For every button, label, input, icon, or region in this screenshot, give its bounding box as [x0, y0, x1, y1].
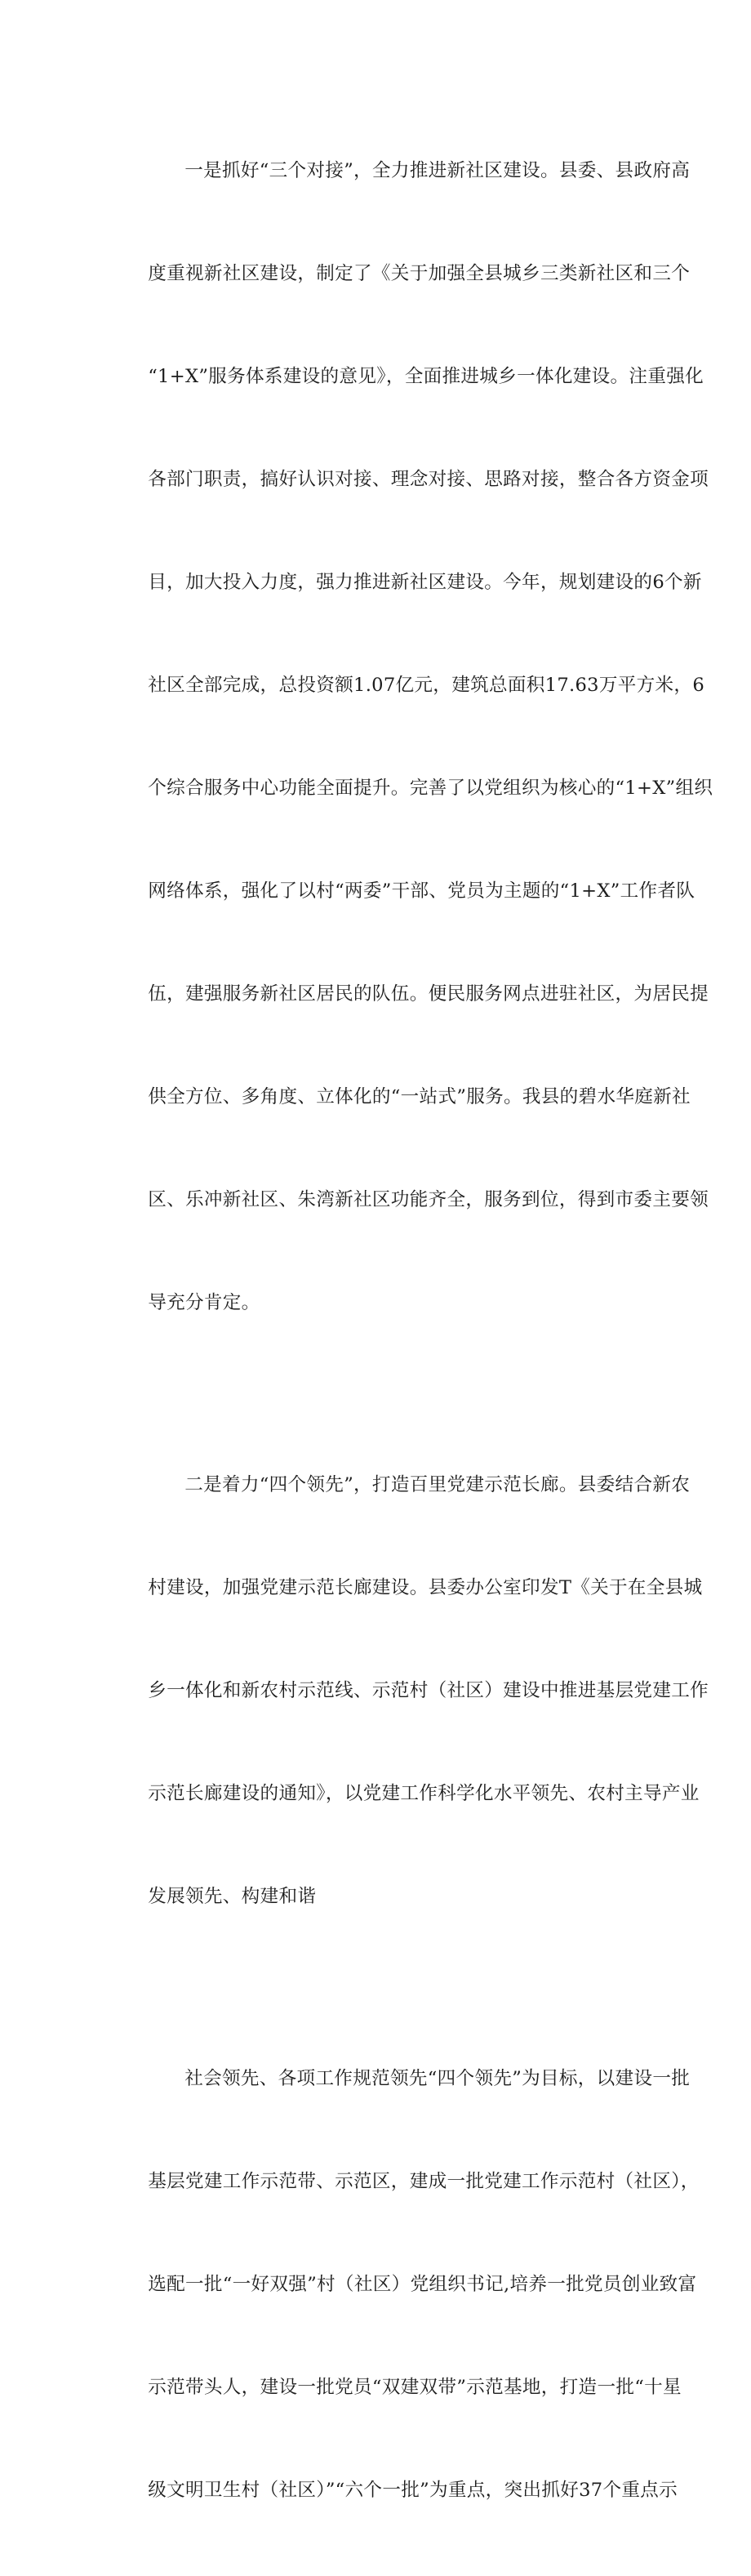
text-line: 度重视新社区建设，制定了《关于加强全县城乡三类新社区和三个	[148, 263, 691, 284]
paragraph-four-leading-goals	[111, 1993, 700, 2576]
text-line: 社区全部完成，总投资额1.07亿元，建筑总面积17.63万平方米，6	[148, 675, 704, 696]
paragraph-gap	[111, 1982, 643, 1993]
paragraph-community-construction	[111, 85, 713, 1388]
text-line: 示范长廊建设的通知》，以党建工作科学化水平领先、农村主导产业	[148, 1783, 700, 1804]
text-line: 网络体系，强化了以村“两委”干部、党员为主题的“1+X”工作者队	[148, 880, 695, 902]
text-line: 伍，建强服务新社区居民的队伍。便民服务网点进驻社区，为居民提	[148, 983, 709, 1005]
text-line: “1+X”服务体系建设的意见》，全面推进城乡一体化建设。注重强化	[148, 366, 704, 387]
text-line: 一是抓好“三个对接”，全力推进新社区建设。县委、县政府高	[184, 160, 691, 181]
text-line: 示范带头人，建设一批党员“双建双带”示范基地，打造一批“十星	[148, 2377, 682, 2398]
text-line: 个综合服务中心功能全面提升。完善了以党组织为核心的“1+X”组织	[148, 778, 713, 799]
paragraph-gap	[111, 1388, 643, 1399]
text-line: 社会领先、各项工作规范领先“四个领先”为目标，以建设一批	[184, 2068, 691, 2089]
text-line: 选配一批“一好双强”村（社区）党组织书记,培养一批党员创业致富	[148, 2274, 697, 2295]
text-line: 各部门职责，搞好认识对接、理念对接、思路对接，整合各方资金项	[148, 469, 709, 490]
text-line: 区、乐冲新社区、朱湾新社区功能齐全，服务到位，得到市委主要领	[148, 1189, 709, 1210]
text-line: 级文明卫生村（社区）”“六个一批”为重点，突出抓好37个重点示	[148, 2480, 678, 2501]
text-line: 目，加大投入力度，强力推进新社区建设。今年，规划建设的6个新	[148, 572, 702, 593]
paragraph-party-building-corridor	[111, 1399, 709, 1982]
text-line: 村建设，加强党建示范长廊建设。县委办公室印发T《关于在全县城	[148, 1577, 703, 1598]
text-line: 乡一体化和新农村示范线、示范村（社区）建设中推进基层党建工作	[148, 1680, 709, 1701]
text-line: 导充分肯定。	[148, 1292, 260, 1313]
document-body	[111, 85, 713, 2576]
text-line: 基层党建工作示范带、示范区，建成一批党建工作示范村（社区），	[148, 2171, 700, 2192]
text-line: 供全方位、多角度、立体化的“一站式”服务。我县的碧水华庭新社	[148, 1086, 691, 1108]
text-line: 发展领先、构建和谐	[148, 1886, 317, 1907]
text-line: 二是着力“四个领先”，打造百里党建示范长廊。县委结合新农	[184, 1474, 691, 1495]
